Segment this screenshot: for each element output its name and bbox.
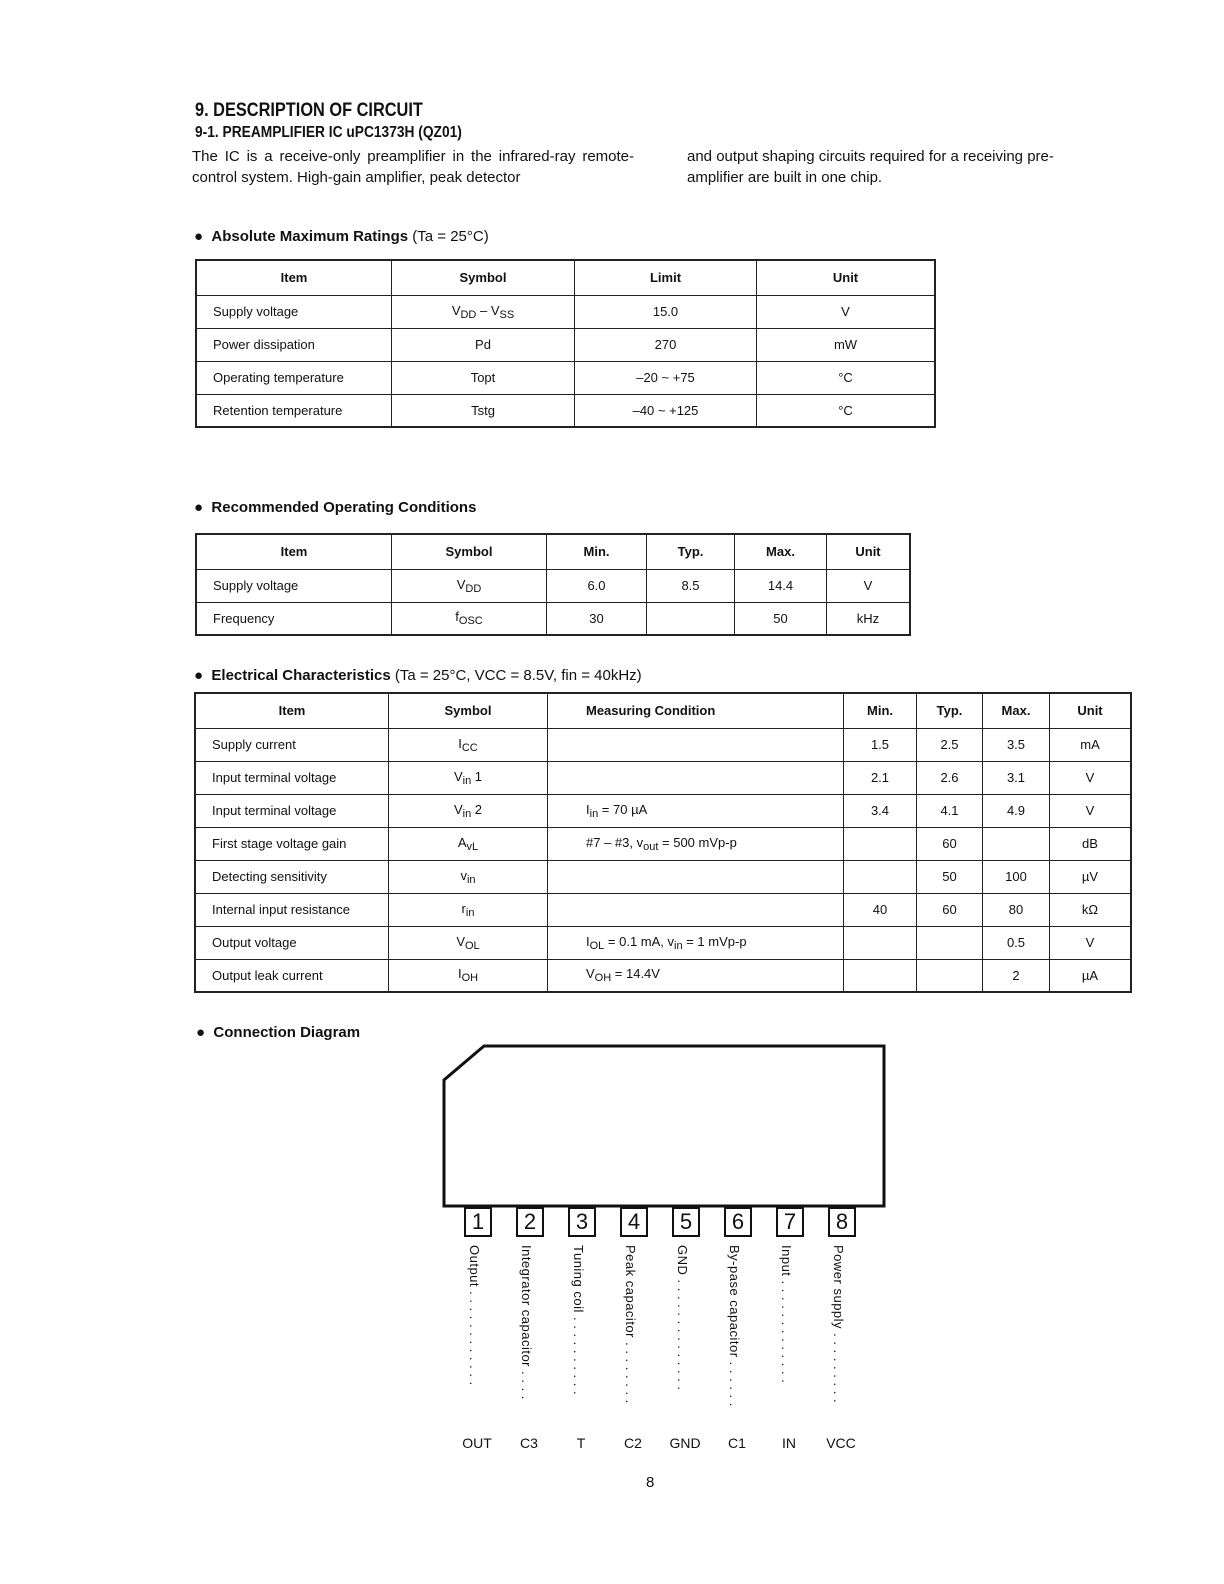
- table-header: Min.: [844, 693, 917, 728]
- cell: –40 ~ +125: [575, 394, 757, 427]
- pin-7-description: Input . . . . . . . . . . . . .: [779, 1245, 794, 1384]
- cell: 2.1: [844, 761, 917, 794]
- abs-max-condition: (Ta = 25°C): [412, 228, 489, 245]
- table-header: Max.: [983, 693, 1050, 728]
- table-header: Item: [196, 260, 392, 295]
- abs-max-title: Absolute Maximum Ratings: [211, 228, 409, 245]
- abs-max-table: [195, 259, 936, 428]
- cell: Input terminal voltage: [195, 761, 389, 794]
- pin-3-description: Tuning coil . . . . . . . . . .: [571, 1245, 586, 1396]
- cell: 4.1: [917, 794, 983, 827]
- table-header: Typ.: [917, 693, 983, 728]
- cell: 14.4: [735, 569, 827, 602]
- elec-table: [194, 692, 1132, 993]
- cell: 1.5: [844, 728, 917, 761]
- table-row: [196, 569, 910, 602]
- pin-4-abbr: C2: [624, 1435, 642, 1451]
- table-row: [196, 394, 935, 427]
- abs-max-heading: [194, 228, 489, 245]
- pin-6-abbr: C1: [728, 1435, 746, 1451]
- table-header: Item: [196, 534, 392, 569]
- table-header: Unit: [1050, 693, 1132, 728]
- pin-1-description: Output . . . . . . . . . . . .: [467, 1245, 482, 1386]
- elec-title: Electrical Characteristics: [211, 667, 391, 684]
- table-header: Measuring Condition: [548, 693, 844, 728]
- table-header: Unit: [757, 260, 936, 295]
- pin-2-description: Integrator capacitor . . . .: [519, 1245, 534, 1400]
- cell: V: [1050, 761, 1132, 794]
- pin-6-description: By-pase capacitor . . . . . .: [727, 1245, 742, 1407]
- cell: $I_{in} = 70$ µA: [548, 794, 844, 827]
- cell: dB: [1050, 827, 1132, 860]
- cell: Operating temperature: [196, 361, 392, 394]
- cell: V: [1050, 926, 1132, 959]
- table-header: Limit: [575, 260, 757, 295]
- cell: $A_{vL}$: [389, 827, 548, 860]
- cell: V: [1050, 794, 1132, 827]
- cell: V: [757, 295, 936, 328]
- cell: Detecting sensitivity: [195, 860, 389, 893]
- cell: 50: [735, 602, 827, 635]
- cell: µV: [1050, 860, 1132, 893]
- pin-number: 7: [783, 1209, 797, 1234]
- cell: $v_{in}$: [389, 860, 548, 893]
- cell: [548, 860, 844, 893]
- cell: kHz: [827, 602, 911, 635]
- cell: [844, 827, 917, 860]
- pin-number: 1: [471, 1209, 485, 1234]
- cell: mW: [757, 328, 936, 361]
- cell: 0.5: [983, 926, 1050, 959]
- cell: 60: [917, 893, 983, 926]
- elec-condition: (Ta = 25°C, VCC = 8.5V, fin = 40kHz): [394, 667, 642, 684]
- cell: [647, 602, 735, 635]
- pin-5-abbr: GND: [669, 1435, 701, 1451]
- cell: °C: [757, 361, 936, 394]
- cell: 270: [575, 328, 757, 361]
- cell: $V_{in}$ 2: [389, 794, 548, 827]
- table-header: Typ.: [647, 534, 735, 569]
- bullet-icon: ●: [196, 1024, 206, 1041]
- cell: [548, 728, 844, 761]
- pin-1-number-box: [464, 1207, 492, 1237]
- cell: 2.5: [917, 728, 983, 761]
- cell: Supply voltage: [196, 295, 392, 328]
- rec-op-heading: [194, 499, 476, 516]
- cell: Topt: [392, 361, 575, 394]
- ic-body: [444, 1046, 884, 1206]
- cell: [844, 926, 917, 959]
- table-row: [195, 860, 1131, 893]
- bullet-icon: ●: [194, 228, 204, 245]
- cell: [917, 959, 983, 992]
- pin-5-number-box: [672, 1207, 700, 1237]
- cell: [983, 827, 1050, 860]
- pin-number: 5: [679, 1209, 693, 1234]
- bullet-icon: ●: [194, 667, 204, 684]
- table-row: [195, 728, 1131, 761]
- cell: 8.5: [647, 569, 735, 602]
- pin-number: 6: [731, 1209, 745, 1234]
- pin-number: 4: [627, 1209, 641, 1234]
- cell: 50: [917, 860, 983, 893]
- cell: 80: [983, 893, 1050, 926]
- pin-2-number-box: [516, 1207, 544, 1237]
- pin-8-abbr: VCC: [826, 1435, 856, 1451]
- cell: 2.6: [917, 761, 983, 794]
- cell: 2: [983, 959, 1050, 992]
- table-header: Unit: [827, 534, 911, 569]
- intro-left: The IC is a receive-only preamplifier in the infrared-ray remote-control system. High-gain amplifier, peak detector: [192, 148, 634, 186]
- pin-5-description: GND . . . . . . . . . . . . . .: [675, 1245, 690, 1391]
- cell: [844, 860, 917, 893]
- pin-8-number-box: [828, 1207, 856, 1237]
- pin-4-number-box: [620, 1207, 648, 1237]
- cell: °C: [757, 394, 936, 427]
- table-header: Min.: [547, 534, 647, 569]
- cell: Pd: [392, 328, 575, 361]
- pin-6-number-box: [724, 1207, 752, 1237]
- cell: 100: [983, 860, 1050, 893]
- cell: Input terminal voltage: [195, 794, 389, 827]
- cell: Retention temperature: [196, 394, 392, 427]
- pin-7-abbr: IN: [782, 1435, 796, 1451]
- table-row: [196, 295, 935, 328]
- cell: Output voltage: [195, 926, 389, 959]
- cell: #7 – #3, $v_{out} = 500$ mVp-p: [548, 827, 844, 860]
- pin-number: 3: [575, 1209, 589, 1234]
- cell: $r_{in}$: [389, 893, 548, 926]
- table-row: [195, 794, 1131, 827]
- cell: µA: [1050, 959, 1132, 992]
- cell: $f_{OSC}$: [392, 602, 547, 635]
- cell: 15.0: [575, 295, 757, 328]
- cell: 3.1: [983, 761, 1050, 794]
- cell: [917, 926, 983, 959]
- cell: Frequency: [196, 602, 392, 635]
- table-row: [196, 361, 935, 394]
- table-row: [195, 761, 1131, 794]
- cell: 40: [844, 893, 917, 926]
- pin-number: 2: [523, 1209, 537, 1234]
- cell: 3.5: [983, 728, 1050, 761]
- cell: [548, 893, 844, 926]
- cell: 6.0: [547, 569, 647, 602]
- pin-8-description: Power supply . . . . . . . . .: [831, 1245, 846, 1404]
- cell: 30: [547, 602, 647, 635]
- cell: $V_{OH} = 14.4V$: [548, 959, 844, 992]
- bullet-icon: ●: [194, 499, 204, 516]
- intro-right: and output shaping circuits required for a receiving pre-amplifier are built in one chip.: [687, 148, 1054, 186]
- connection-title: Connection Diagram: [213, 1024, 361, 1041]
- cell: 60: [917, 827, 983, 860]
- pin-7-number-box: [776, 1207, 804, 1237]
- cell: Tstg: [392, 394, 575, 427]
- section-title: 9. DESCRIPTION OF CIRCUIT: [195, 100, 423, 121]
- pin-2-abbr: C3: [520, 1435, 538, 1451]
- connection-heading: [196, 1024, 360, 1041]
- page-number: 8: [646, 1474, 655, 1491]
- subsection-title: 9-1. PREAMPLIFIER IC uPC1373H (QZ01): [195, 124, 462, 141]
- cell: $I_{OL} = 0.1$ mA, $v_{in} = 1$ mVp-p: [548, 926, 844, 959]
- rec-op-title: Recommended Operating Conditions: [211, 499, 477, 516]
- table-row: [196, 328, 935, 361]
- cell: mA: [1050, 728, 1132, 761]
- cell: $V_{OL}$: [389, 926, 548, 959]
- table-header: Item: [195, 693, 389, 728]
- cell: $V_{DD} - V_{SS}$: [392, 295, 575, 328]
- table-row: [196, 602, 910, 635]
- table-row: [195, 926, 1131, 959]
- table-row: [195, 893, 1131, 926]
- table-header: Symbol: [389, 693, 548, 728]
- elec-heading: [194, 667, 642, 684]
- cell: Supply voltage: [196, 569, 392, 602]
- cell: Power dissipation: [196, 328, 392, 361]
- table-row: [195, 959, 1131, 992]
- cell: Supply current: [195, 728, 389, 761]
- pin-3-number-box: [568, 1207, 596, 1237]
- ic-package-diagram: [440, 1040, 890, 1240]
- cell: 4.9: [983, 794, 1050, 827]
- cell: $I_{OH}$: [389, 959, 548, 992]
- cell: [844, 959, 917, 992]
- cell: $I_{CC}$: [389, 728, 548, 761]
- pin-4-description: Peak capacitor . . . . . . . .: [623, 1245, 638, 1404]
- table-header: Symbol: [392, 534, 547, 569]
- cell: $V_{DD}$: [392, 569, 547, 602]
- cell: Output leak current: [195, 959, 389, 992]
- cell: V: [827, 569, 911, 602]
- cell: –20 ~ +75: [575, 361, 757, 394]
- pin-1-abbr: OUT: [462, 1435, 492, 1451]
- table-header: Max.: [735, 534, 827, 569]
- cell: 3.4: [844, 794, 917, 827]
- cell: [548, 761, 844, 794]
- pin-3-abbr: T: [576, 1435, 586, 1451]
- cell: Internal input resistance: [195, 893, 389, 926]
- cell: $V_{in}$ 1: [389, 761, 548, 794]
- rec-op-table: [195, 533, 911, 636]
- table-header: Symbol: [392, 260, 575, 295]
- cell: First stage voltage gain: [195, 827, 389, 860]
- cell: kΩ: [1050, 893, 1132, 926]
- table-row: [195, 827, 1131, 860]
- pin-number: 8: [835, 1209, 849, 1234]
